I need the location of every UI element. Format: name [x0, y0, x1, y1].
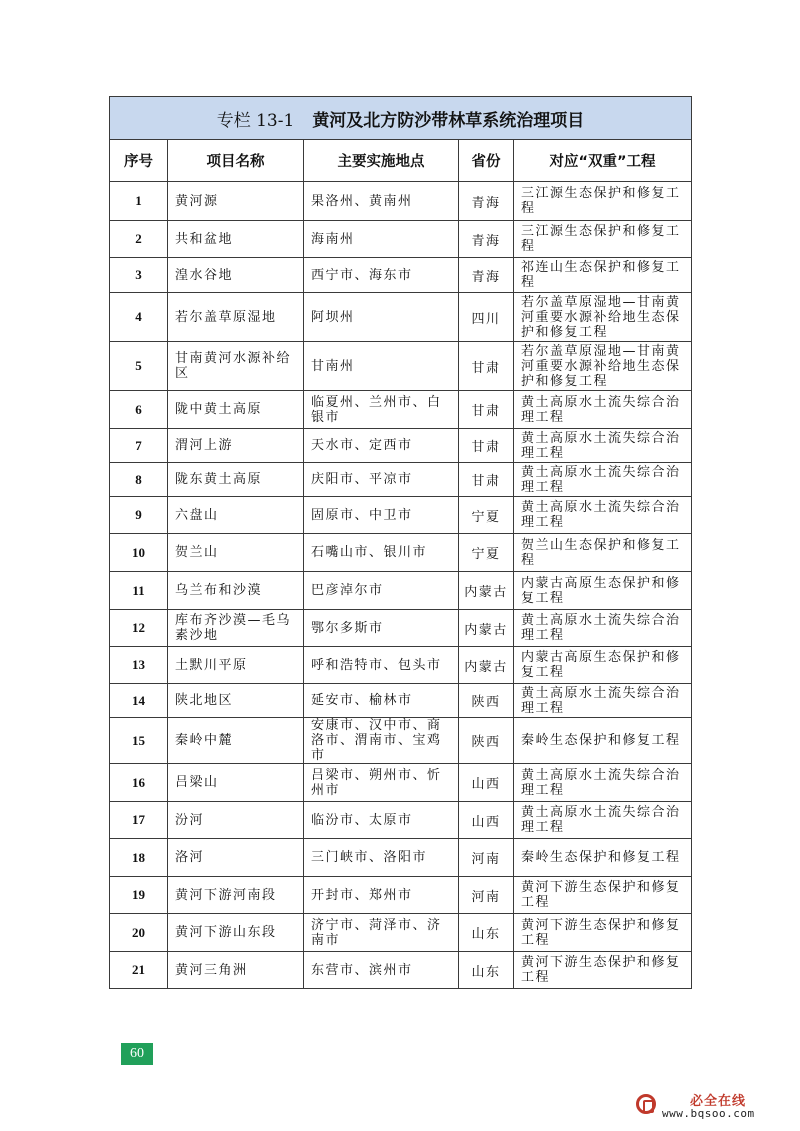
table-body: [110, 182, 692, 989]
cell-province: 四川: [459, 293, 514, 342]
cell-name: 若尔盖草原湿地: [168, 293, 304, 342]
cell-project: 祁连山生态保护和修复工程: [514, 258, 692, 293]
cell-name: 洛河: [168, 839, 304, 877]
cell-project: 黄土高原水土流失综合治理工程: [514, 429, 692, 463]
caption-title: 黄河及北方防沙带林草系统治理项目: [312, 110, 585, 131]
cell-location: 石嘴山市、银川市: [304, 534, 459, 572]
table-row: [110, 221, 692, 258]
table-row: [110, 647, 692, 684]
table-caption: [110, 97, 692, 140]
table-row: [110, 684, 692, 718]
cell-no: 19: [110, 877, 168, 914]
cell-location: 济宁市、菏泽市、济南市: [304, 914, 459, 952]
cell-name: 黄河源: [168, 182, 304, 221]
cell-province: 甘肃: [459, 391, 514, 429]
table-row: [110, 952, 692, 989]
cell-province: 内蒙古: [459, 610, 514, 647]
cell-no: 20: [110, 914, 168, 952]
bqsoo-logo-icon: [636, 1094, 656, 1114]
table-row: [110, 534, 692, 572]
cell-province: 宁夏: [459, 534, 514, 572]
cell-location: 天水市、定西市: [304, 429, 459, 463]
cell-location: 东营市、滨州市: [304, 952, 459, 989]
cell-project: 黄土高原水土流失综合治理工程: [514, 764, 692, 802]
table-row: [110, 391, 692, 429]
cell-province: 陕西: [459, 684, 514, 718]
table-row: [110, 610, 692, 647]
cell-name: 库布齐沙漠—毛乌素沙地: [168, 610, 304, 647]
cell-province: 山西: [459, 764, 514, 802]
cell-province: 山东: [459, 914, 514, 952]
cell-no: 16: [110, 764, 168, 802]
table-row: [110, 182, 692, 221]
cell-location: 吕梁市、朔州市、忻州市: [304, 764, 459, 802]
cell-location: 临夏州、兰州市、白银市: [304, 391, 459, 429]
cell-no: 8: [110, 463, 168, 497]
cell-name: 秦岭中麓: [168, 718, 304, 764]
table-row: [110, 877, 692, 914]
cell-name: 土默川平原: [168, 647, 304, 684]
cell-no: 10: [110, 534, 168, 572]
cell-project: 黄土高原水土流失综合治理工程: [514, 391, 692, 429]
watermark-name: 必全在线: [690, 1094, 747, 1109]
cell-project: 若尔盖草原湿地—甘南黄河重要水源补给地生态保护和修复工程: [514, 293, 692, 342]
cell-project: 三江源生态保护和修复工程: [514, 182, 692, 221]
cell-province: 河南: [459, 839, 514, 877]
cell-project: 黄河下游生态保护和修复工程: [514, 952, 692, 989]
table-row: [110, 258, 692, 293]
cell-no: 12: [110, 610, 168, 647]
cell-name: 黄河下游山东段: [168, 914, 304, 952]
watermark: [636, 1090, 786, 1124]
cell-no: 14: [110, 684, 168, 718]
table-row: [110, 293, 692, 342]
cell-no: 1: [110, 182, 168, 221]
cell-province: 青海: [459, 258, 514, 293]
cell-project: 秦岭生态保护和修复工程: [514, 839, 692, 877]
cell-no: 9: [110, 497, 168, 534]
cell-province: 陕西: [459, 718, 514, 764]
cell-name: 汾河: [168, 802, 304, 839]
table-row: [110, 914, 692, 952]
table-row: [110, 342, 692, 391]
cell-name: 贺兰山: [168, 534, 304, 572]
cell-no: 18: [110, 839, 168, 877]
cell-project: 黄土高原水土流失综合治理工程: [514, 610, 692, 647]
header-row: [110, 140, 692, 182]
cell-province: 河南: [459, 877, 514, 914]
cell-project: 黄河下游生态保护和修复工程: [514, 914, 692, 952]
header-no: 序号: [110, 140, 168, 182]
cell-name: 甘南黄河水源补给区: [168, 342, 304, 391]
table-row: [110, 839, 692, 877]
cell-province: 甘肃: [459, 463, 514, 497]
cell-province: 青海: [459, 221, 514, 258]
cell-name: 陇东黄土高原: [168, 463, 304, 497]
cell-no: 6: [110, 391, 168, 429]
cell-no: 11: [110, 572, 168, 610]
cell-location: 固原市、中卫市: [304, 497, 459, 534]
cell-project: 黄土高原水土流失综合治理工程: [514, 497, 692, 534]
cell-name: 吕梁山: [168, 764, 304, 802]
cell-province: 宁夏: [459, 497, 514, 534]
cell-province: 山西: [459, 802, 514, 839]
cell-no: 4: [110, 293, 168, 342]
cell-name: 六盘山: [168, 497, 304, 534]
cell-location: 延安市、榆林市: [304, 684, 459, 718]
header-province: 省份: [459, 140, 514, 182]
cell-location: 西宁市、海东市: [304, 258, 459, 293]
table-row: [110, 497, 692, 534]
cell-project: 秦岭生态保护和修复工程: [514, 718, 692, 764]
cell-project: 黄土高原水土流失综合治理工程: [514, 684, 692, 718]
cell-location: 呼和浩特市、包头市: [304, 647, 459, 684]
cell-no: 5: [110, 342, 168, 391]
table-row: [110, 802, 692, 839]
page-number: 60: [121, 1043, 153, 1065]
cell-location: 安康市、汉中市、商洛市、渭南市、宝鸡市: [304, 718, 459, 764]
cell-location: 巴彦淖尔市: [304, 572, 459, 610]
cell-location: 开封市、郑州市: [304, 877, 459, 914]
cell-name: 渭河上游: [168, 429, 304, 463]
cell-project: 三江源生态保护和修复工程: [514, 221, 692, 258]
table-row: [110, 463, 692, 497]
cell-location: 三门峡市、洛阳市: [304, 839, 459, 877]
cell-name: 湟水谷地: [168, 258, 304, 293]
cell-no: 17: [110, 802, 168, 839]
cell-no: 3: [110, 258, 168, 293]
cell-province: 青海: [459, 182, 514, 221]
cell-name: 黄河下游河南段: [168, 877, 304, 914]
cell-name: 陕北地区: [168, 684, 304, 718]
table-row: [110, 718, 692, 764]
cell-province: 甘肃: [459, 429, 514, 463]
cell-no: 2: [110, 221, 168, 258]
cell-project: 黄土高原水土流失综合治理工程: [514, 463, 692, 497]
cell-province: 内蒙古: [459, 647, 514, 684]
cell-no: 21: [110, 952, 168, 989]
caption-id: 专栏 13-1: [216, 110, 295, 131]
header-project: 对应“双重”工程: [514, 140, 692, 182]
cell-location: 庆阳市、平凉市: [304, 463, 459, 497]
cell-location: 果洛州、黄南州: [304, 182, 459, 221]
table-row: [110, 764, 692, 802]
table-row: [110, 572, 692, 610]
cell-project: 内蒙古高原生态保护和修复工程: [514, 572, 692, 610]
project-table-box: [109, 96, 691, 989]
cell-location: 甘南州: [304, 342, 459, 391]
watermark-url: www.bqsoo.com: [662, 1107, 755, 1120]
header-location: 主要实施地点: [304, 140, 459, 182]
cell-project: 黄河下游生态保护和修复工程: [514, 877, 692, 914]
project-table: [109, 96, 692, 989]
table-row: [110, 429, 692, 463]
cell-no: 15: [110, 718, 168, 764]
cell-province: 山东: [459, 952, 514, 989]
cell-location: 临汾市、太原市: [304, 802, 459, 839]
cell-no: 13: [110, 647, 168, 684]
cell-no: 7: [110, 429, 168, 463]
cell-name: 乌兰布和沙漠: [168, 572, 304, 610]
cell-project: 内蒙古高原生态保护和修复工程: [514, 647, 692, 684]
cell-project: 黄土高原水土流失综合治理工程: [514, 802, 692, 839]
cell-location: 鄂尔多斯市: [304, 610, 459, 647]
cell-location: 阿坝州: [304, 293, 459, 342]
cell-province: 甘肃: [459, 342, 514, 391]
cell-province: 内蒙古: [459, 572, 514, 610]
header-name: 项目名称: [168, 140, 304, 182]
cell-project: 贺兰山生态保护和修复工程: [514, 534, 692, 572]
cell-name: 陇中黄土高原: [168, 391, 304, 429]
cell-location: 海南州: [304, 221, 459, 258]
cell-project: 若尔盖草原湿地—甘南黄河重要水源补给地生态保护和修复工程: [514, 342, 692, 391]
cell-name: 黄河三角洲: [168, 952, 304, 989]
cell-name: 共和盆地: [168, 221, 304, 258]
